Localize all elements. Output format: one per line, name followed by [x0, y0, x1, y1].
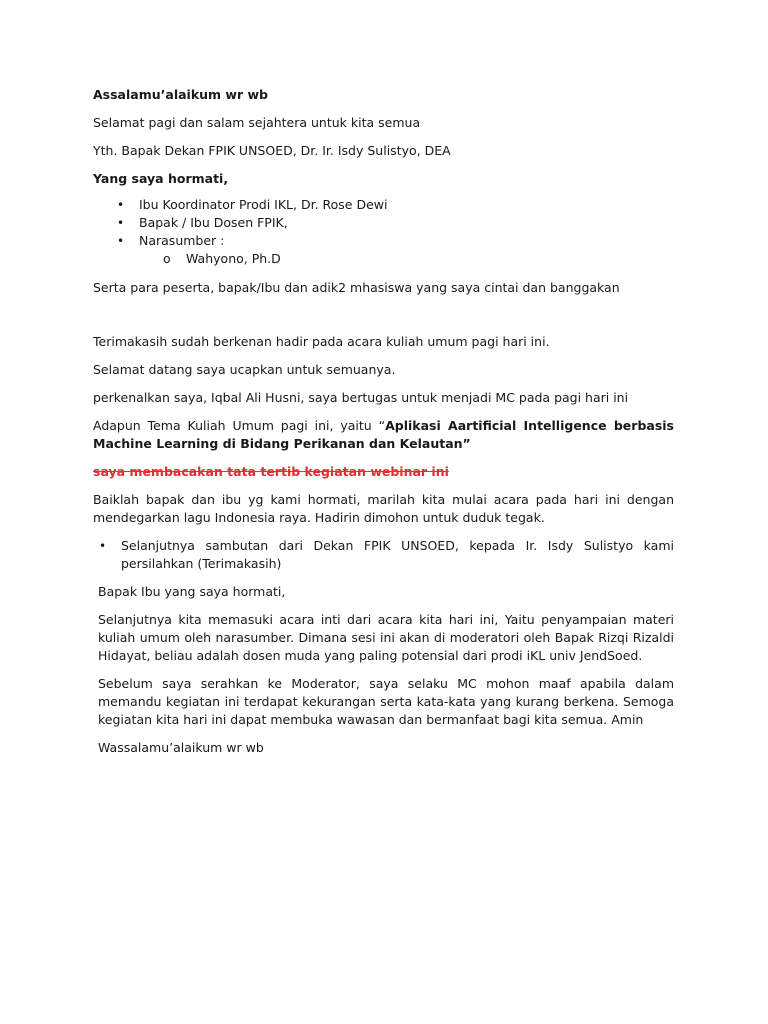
next-session-paragraph: Selanjutnya kita memasuki acara inti dari acara kita hari ini, Yaitu penyampaian materi kuliah umum oleh narasumber. Dimana sesi ini akan di moderatori oleh Bapak Rizqi Rizaldi Hidayat, beliau adalah dosen muda yang paling potensial dari prodi iKL univ JendSoed.: [98, 612, 674, 663]
list-item-text: Ibu Koordinator Prodi IKL, Dr. Rose Dewi: [139, 197, 388, 212]
struck-line: saya membacakan tata tertib kegiatan webinar ini: [93, 464, 449, 479]
document-page: [93, 86, 674, 767]
theme-prefix: Adapun Tema Kuliah Umum pagi ini, yaitu “: [93, 418, 386, 433]
sublist-item-text: Wahyono, Ph.D: [186, 251, 281, 266]
closing-line: Wassalamu’alaikum wr wb: [98, 740, 264, 755]
circle-bullet-icon: o: [163, 251, 171, 266]
intro-line: perkenalkan saya, Iqbal Ali Husni, saya bertugas untuk menjadi MC pada pagi hari ini: [93, 390, 629, 405]
bullet-icon: •: [117, 234, 125, 248]
greeting: Assalamu’alaikum wr wb: [93, 87, 268, 102]
bullet-icon: •: [117, 216, 125, 230]
narasumber-sublist: [93, 250, 674, 268]
respected-list: [93, 196, 674, 268]
respected-line: Yang saya hormati,: [93, 171, 229, 186]
anthem-paragraph: Baiklah bapak dan ibu yg kami hormati, marilah kita mulai acara pada hari ini dengan mendegarkan lagu Indonesia raya. Hadirin dimohon untuk duduk tegak.: [93, 492, 674, 525]
sambutan-item: [93, 537, 674, 573]
sambutan-text: Selanjutnya sambutan dari Dekan FPIK UNSOED, kepada Ir. Isdy Sulistyo kami persilahkan (Terimakasih): [121, 538, 674, 571]
list-item-text: Narasumber :: [139, 233, 225, 248]
bullet-icon: •: [99, 539, 107, 553]
theme-paragraph: [93, 417, 674, 453]
addressee-line: Yth. Bapak Dekan FPIK UNSOED, Dr. Ir. Isdy Sulistyo, DEA: [93, 143, 451, 158]
bullet-icon: •: [117, 198, 125, 212]
salam-line: Selamat pagi dan salam sejahtera untuk kita semua: [93, 115, 421, 130]
list-item: [93, 214, 674, 232]
welcome-line: Selamat datang saya ucapkan untuk semuanya.: [93, 362, 396, 377]
sublist-item: [93, 250, 674, 268]
list-item: [93, 196, 674, 214]
list-item: [93, 232, 674, 250]
list-item-text: Bapak / Ibu Dosen FPIK,: [139, 215, 288, 230]
thanks-line: Terimakasih sudah berkenan hadir pada acara kuliah umum pagi hari ini.: [93, 334, 550, 349]
participants-line: Serta para peserta, bapak/Ibu dan adik2 mhasiswa yang saya cintai dan banggakan: [93, 280, 620, 295]
handover-paragraph: Sebelum saya serahkan ke Moderator, saya selaku MC mohon maaf apabila dalam memandu kegiatan ini terdapat kekurangan serta kata-kata yang kurang berkena. Semoga kegiatan kita hari ini dapat membuka wawasan dan bermanfaat bagi kita semua. Amin: [98, 676, 674, 727]
bapak-ibu-line: Bapak Ibu yang saya hormati,: [98, 584, 286, 599]
theme-title: Aplikasi Aartificial Intelligence berbasis Machine Learning di Bidang Perikanan dan Kelautan”: [93, 418, 675, 451]
